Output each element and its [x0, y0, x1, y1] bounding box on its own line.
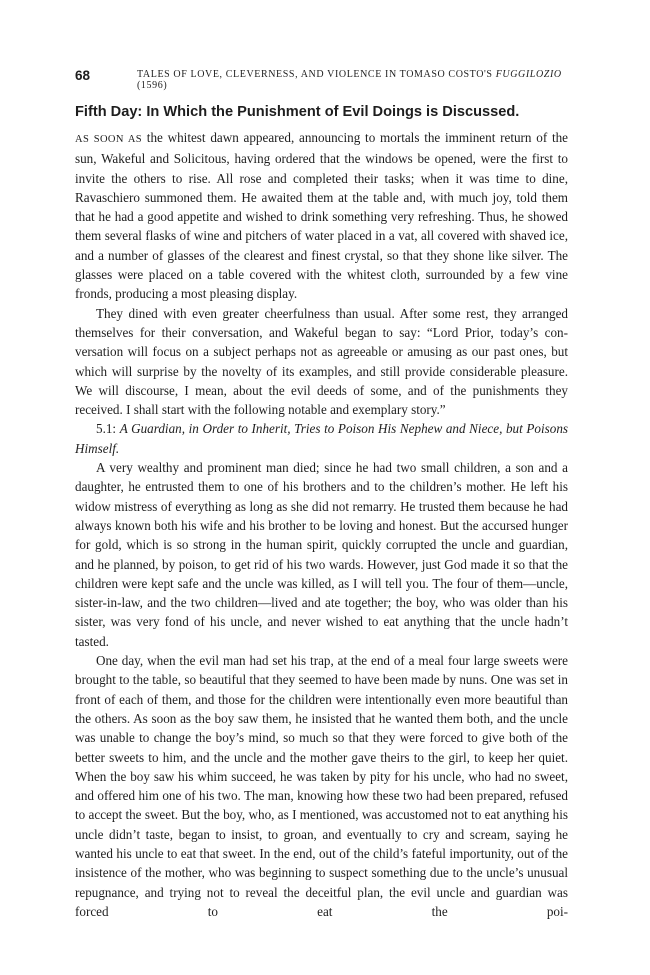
chapter-heading: Fifth Day: In Which the Punishment of Evil Doings is Discussed. — [75, 104, 520, 120]
running-title-italic: FUGGILOZIO — [495, 69, 562, 80]
tale-title — [75, 419, 568, 458]
body-text — [75, 128, 568, 921]
tale-number: 5.1: — [96, 421, 120, 437]
book-page — [75, 68, 568, 921]
running-head — [75, 68, 568, 90]
paragraph-2: They dined with even greater cheerfulness than usual. After some rest, they arranged themselves for their conversation, and Wakeful began to say: “Lord Prior, today’s conversation will focus on a subject perhaps not as agreeable or amusing as our past ones, but which will surprise by the novelty of its examples, and still provide considerable pleasure. We will discourse, I mean, about the evil deeds of some, and of the punishments they received. I shall start with the following notable and exemplary story.” — [75, 305, 568, 418]
paragraph-1-text: the whitest dawn appeared, announcing to mortals the imminent return of the sun, Wakeful and Solicitous, having ordered that the windows be opened, were the first to invite the others to rise. All rose and completed their tasks; when it was time to dine, Ravaschiero summoned them. He awaited them at the table and, with much joy, told them that he had a good appetite and wished to drink something very refreshing. Thus, he showed them several flasks of wine and pitchers of water placed in a vat, all covered with shaved ice, and a number of glasses of the clearest and finest crystal, so that they shone like silver. The glasses were placed on a table covered with the whitest cloth, surrounded by a few vine fronds, producing a most pleasing display. — [75, 130, 568, 302]
paragraph-1 — [75, 128, 568, 304]
paragraph-3: A very wealthy and prominent man died; since he had two small children, a son and a daughter, he entrusted them to one of his brothers and to the children’s mother. He left his widow mistress of everything as long as she did not remarry. He trusted them because he had always known both his wife and his brother to be loving and honest. But the accursed hunger for gold, which is so strong in the human spirit, quickly corrupted the uncle and guardian, and he planned, by poison, to get rid of his two wards. However, just God made it so that the children were kept safe and the uncle was killed, as I will tell you. The four of them—uncle, sister-in-law, and the two children—lived and ate together; the boy, who was older than his sister, was very fond of his uncle, and never wished to eat anything that the uncle hadn’t tasted. — [75, 460, 568, 649]
paragraph-1-lead: AS SOON AS — [75, 134, 143, 145]
running-title-suffix: (1596) — [137, 80, 168, 91]
tale-title-text: A Guardian, in Order to Inherit, Tries to Poison His Nephew and Niece, but Poisons Himself. — [75, 421, 569, 456]
running-title-prefix: TALES OF LOVE, CLEVERNESS, AND VIOLENCE IN TOMASO COSTO'S — [137, 69, 496, 80]
running-title — [137, 69, 568, 91]
paragraph-4: One day, when the evil man had set his trap, at the end of a meal four large sweets were brought to the table, so beautiful that they seemed to have been made by nuns. One was set in front of each of them, and those for the children were intentionally even more beautiful than the others. As soon as the boy saw them, he insisted that he wanted them both, and the uncle was unable to change the boy’s mind, so much so that they were forced to give both of the better sweets to him, and the uncle and the mother gave theirs to the girl, to keep her quiet. When the boy saw his whim succeed, he was taken by pity for his uncle, who had no sweet, and offered him one of his two. The man, knowing how these two had been prepared, refused to accept the sweet. But the boy, who, as I mentioned, was accustomed not to eat anything his uncle didn’t taste, began to insist, to groan, and eventually to cry and scream, saying he wanted his uncle to eat that sweet. In the end, out of the child’s fateful importunity, out of the insistence of the mother, who was beginning to suspect something due to the uncle’s unusual repugnance, and trying not to reveal the deceitful plan, the evil uncle and guardian was forced to eat the poi- — [75, 653, 568, 919]
page-number: 68 — [75, 68, 91, 83]
